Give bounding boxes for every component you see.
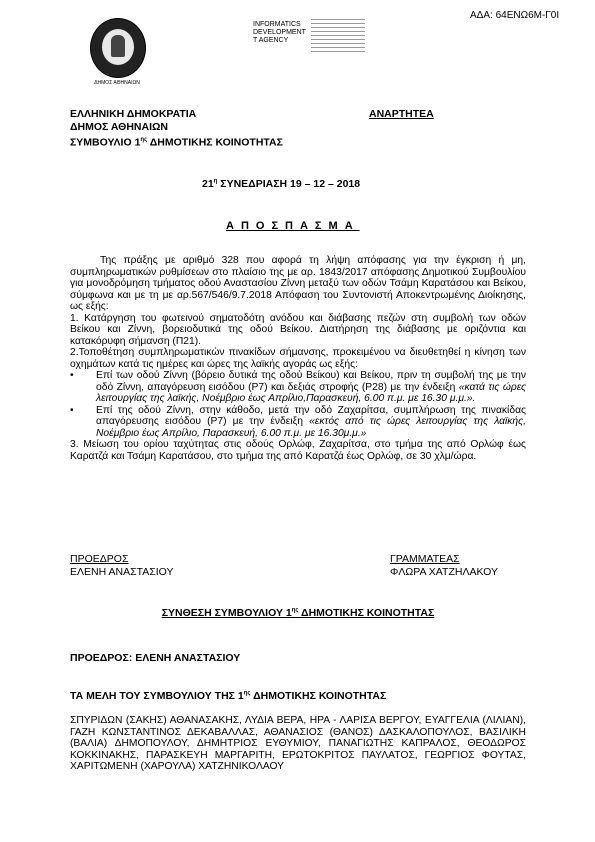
bullet-item: • Επί των οδού Ζίννη (βόρειο δυτικά της οδού Βείκου) και Βείκου, πριν τη συμβολή της με την οδό Ζίννη, απαγόρευση εισόδου (Ρ7) και δεξιάς στροφής (Ρ28) με την ένδειξη «κατά τις ώρες λειτουργίας της λαϊκής, Νοέμβριο έως Απρίλιο,Παρασκευή, 6.00 π.μ. με 16.30 μ.μ.». (70, 370, 526, 404)
paragraph-2: 2.Τοποθέτηση συμπληρωματικών πινακίδων σήμανσης, προκειμένου να διευθετηθεί η κίνηση των οχημάτων κατά τις ημέρες και ώρες της λαϊκής αγοράς ως εξής: (70, 347, 526, 370)
paragraph-1: 1. Κατάργηση του φωτεινού σηματοδότη ανόδου και διάβασης πεζών στη συμβολή των οδών Βείκου και Ζίννη, βορειοδυτικά της οδού Βείκου. Διατήρηση της διάβασης με οριζόντια και κατακόρυφη σήμανση (Π21). (70, 312, 526, 347)
president-line: ΠΡΟΕΔΡΟΣ: ΕΛΕΝΗ ΑΝΑΣΤΑΣΙΟΥ (70, 652, 241, 664)
members-list: ΣΠΥΡΙΔΩΝ (ΣΑΚΗΣ) ΑΘΑΝΑΣΑΚΗΣ, ΛΥΔΙΑ ΒΕΡΑ, ΗΡΑ - ΛΑΡΙΣΑ ΒΕΡΓΟΥ, ΕΥΑΓΓΕΛΙΑ (ΛΙΛΙΑΝ), ΓΑΖΗ ΚΩΝΣΤΑΝΤΙΝΟΣ ΔΕΚΑΒΑΛΛΑΣ, ΑΘΑΝΑΣΙΟΣ (ΘΑΝΟΣ) ΔΑΣΚΑΛΟΠΟΥΛΟΣ, ΒΑΣΙΛΙΚΗ (ΒΑΛΙΑ) ΔΗΜΟΠΟΥΛΟΥ, ΔΗΜΗΤΡΙΟΣ ΕΥΘΥΜΙΟΥ, ΠΑΝΑΓΙΩΤΗΣ ΚΑΠΡΑΛΟΣ, ΘΕΟΔΩΡΟΣ ΚΟΚΚΙΝΑΚΗΣ, ΠΑΡΑΣΚΕΥΗ ΜΑΡΓΑΡΙΤΗ, ΕΡΩΤΟΚΡΙΤΟΣ ΠΑΥΛΑΤΟΣ, ΓΕΩΡΓΙΟΣ ΦΟΥΤΑΣ, ΧΑΡΙΤΩΜΕΝΗ (ΧΑΡΟΥΛΑ) ΧΑΤΖΗΝΙΚΟΛΑΟΥ (70, 715, 526, 772)
session-title: $21^\eta$ ΣΥΝΕΔΡΙΑΣΗ 19 – 12 – 2018 (202, 178, 361, 190)
president-signature: ΠΡΟΕΔΡΟΣ ΕΛΕΝΗ ΑΝΑΣΤΑΣΙΟΥ (70, 553, 174, 578)
city-emblem-logo (88, 18, 146, 94)
decision-body (70, 255, 526, 462)
document-header: ΕΛΛΗΝΙΚΗ ΔΗΜΟΚΡΑΤΙΑ ΔΗΜΟΣ ΑΘΗΝΑΙΩΝ ΣΥΜΒΟΥΛΙΟ $1^{\eta\varsigma}$ ΔΗΜΟΤΙΚΗΣ ΚΟΙΝΟΤΗΤΑΣ (70, 108, 283, 149)
agency-label: INFORMATICS DEVELOPMENT T AGENCY (253, 21, 306, 44)
paragraph-intro: Της πράξης με αριθμό 328 που αφορά τη λήψη απόφασης για την έγκριση ή μη, συμπληρωματικών ρυθμίσεων στο πλαίσιο της με αρ. 1843/2017 απόφασης Δημοτικού Συμβουλίου για μονοδρόμηση τμήματος οδού Αναστασίου Ζίννη μεταξύ των οδών Τσάμη Καρατάσου και Βείκου, σύμφωνα και με τη με αρ.567/546/9.7.2018 Απόφαση του Συντονιστή Αποκεντρωμένης Διοίκησης, ως εξής: (70, 255, 526, 312)
bullet-item: • Επί της οδού Ζίννη, στην κάθοδο, μετά την οδό Ζαχαρίτσα, συμπλήρωση της πινακίδας απαγόρευσης εισόδου (Ρ7) με την ένδειξη «εκτός από τις ώρες λειτουργίας της λαϊκής, Νοέμβριο έως Απρίλιο, Παρασκευή, 6.00 π.μ. με 16.30μ.μ.» (70, 404, 527, 439)
posting-label: ΑΝΑΡΤΗΤΕΑ (369, 108, 434, 120)
secretary-signature: ΓΡΑΜΜΑΤΕΑΣ ΦΛΩΡΑ ΧΑΤΖΗΛΑΚΟΥ (390, 553, 498, 578)
agency-logo-text (311, 19, 365, 55)
ada-code: ΑΔΑ: 64ΕΝΩ6Μ-Γ0Ι (470, 10, 560, 21)
document-title: ΑΠΟΣΠΑΣΜΑ (226, 220, 360, 232)
composition-title: ΣΥΝΘΕΣΗ ΣΥΜΒΟΥΛΙΟΥ $1^{\eta\varsigma}$ ΔΗΜΟΤΙΚΗΣ ΚΟΙΝΟΤΗΤΑΣ (161, 607, 435, 619)
paragraph-3: 3. Μείωση του ορίου ταχύτητας στις οδούς Ορλώφ, Ζαχαρίτσα, στο τμήμα της από Ορλώφ έως Καρατζά και Τσάμη Καρατάσου, στο τμήμα της από Καρατζά έως Ορλώφ, σε 30 χλμ/ώρα. (70, 439, 526, 462)
logo-caption: ΔΗΜΟΣ ΑΘΗΝΑΙΩΝ (94, 80, 140, 86)
members-title: ΤΑ ΜΕΛΗ ΤΟΥ ΣΥΜΒΟΥΛΙΟΥ ΤΗΣ $1^{\eta\varsigma}$ ΔΗΜΟΤΙΚΗΣ ΚΟΙΝΟΤΗΤΑΣ (70, 690, 387, 702)
emblem-icon (90, 18, 146, 78)
